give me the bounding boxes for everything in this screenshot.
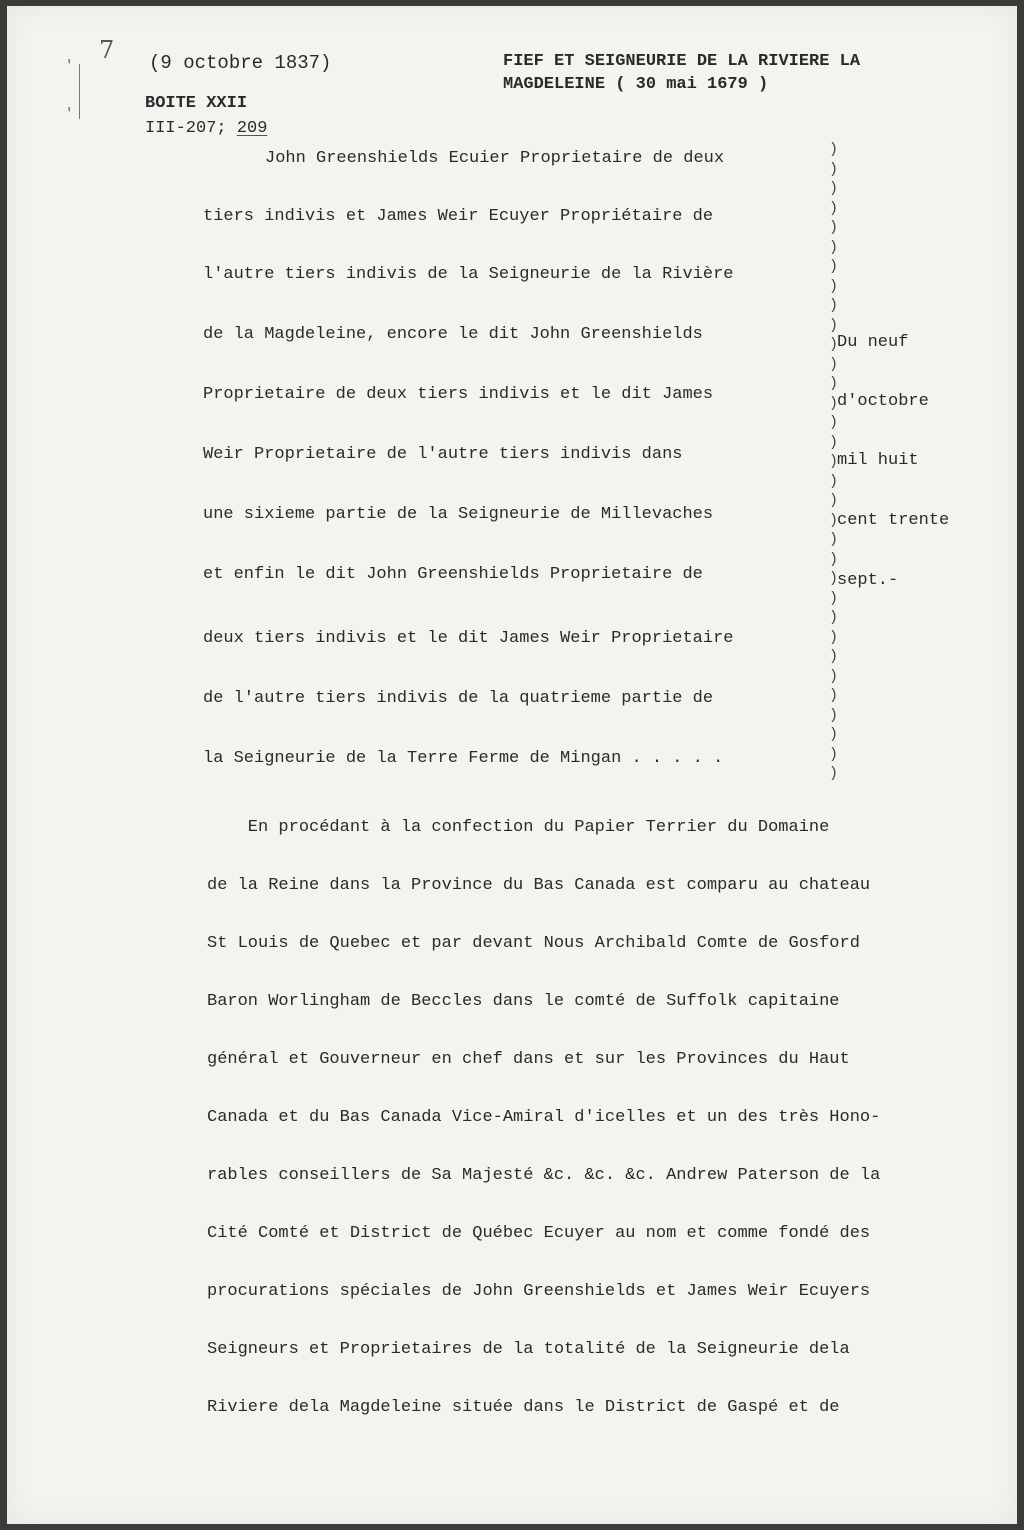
- margin-note-line: cent trente: [837, 511, 950, 530]
- margin-note-line: Du neuf: [837, 333, 909, 352]
- margin-note-line: sept.-: [837, 571, 899, 590]
- text-line: Canada et du Bas Canada Vice-Amiral d'icelles et un des très Hono-: [207, 1108, 881, 1127]
- bracket-mark: ): [829, 355, 839, 373]
- text-line: rables conseillers de Sa Majesté &c. &c. &c. Andrew Paterson de la: [207, 1166, 881, 1185]
- margin-mark: ': [65, 106, 74, 122]
- margin-line: [79, 64, 80, 119]
- text-line: deux tiers indivis et le dit James Weir Proprietaire: [203, 629, 734, 648]
- page-number: 7: [99, 36, 115, 64]
- bracket-mark: ): [829, 219, 839, 236]
- bracket-mark: ): [829, 726, 839, 743]
- bracket-mark: ): [829, 589, 839, 607]
- title-line: FIEF ET SEIGNEURIE DE LA RIVIERE LA: [503, 52, 861, 71]
- text-line: et enfin le dit John Greenshields Proprietaire de: [203, 565, 703, 584]
- bracket-mark: ): [829, 336, 839, 353]
- bracket-mark: ): [829, 414, 839, 431]
- reference-underlined: 209: [236, 119, 268, 138]
- text-line: Cité Comté et District de Québec Ecuyer au nom et comme fondé des: [207, 1224, 871, 1243]
- bracket-mark: ): [829, 433, 839, 451]
- document-title: [503, 50, 860, 96]
- bracket-mark: ): [829, 648, 839, 665]
- text-line: Seigneurs et Proprietaires de la totalité de la Seigneurie dela: [207, 1340, 850, 1359]
- text-line: Riviere dela Magdeleine située dans le District de Gaspé et de: [207, 1398, 840, 1417]
- bracket-mark: ): [829, 492, 839, 509]
- bracket-mark: ): [829, 667, 839, 685]
- text-line: St Louis de Quebec et par devant Nous Archibald Comte de Gosford: [207, 934, 860, 953]
- text-line: général et Gouverneur en chef dans et sur les Provinces du Haut: [207, 1050, 850, 1069]
- bracket-mark: ): [829, 453, 839, 470]
- bracket-mark: ): [829, 316, 839, 334]
- text-line: Proprietaire de deux tiers indivis et le dit James: [203, 385, 714, 404]
- text-line: tiers indivis et James Weir Ecuyer Propriétaire de: [203, 207, 714, 226]
- bracket-mark: ): [829, 472, 839, 490]
- reference-number: [145, 118, 267, 140]
- text-line: de la Magdeleine, encore le dit John Greenshields: [203, 325, 703, 344]
- margin-note-line: mil huit: [837, 451, 919, 470]
- text-line: En procédant à la confection du Papier Terrier du Domaine: [207, 818, 830, 837]
- bracket-mark: ): [829, 609, 839, 626]
- bracket-mark: ): [829, 687, 839, 704]
- text-line: l'autre tiers indivis de la Seigneurie de la Rivière: [203, 265, 734, 284]
- bracket-mark: ): [829, 550, 839, 568]
- bracket-mark: ): [829, 199, 839, 217]
- bracket-mark: ): [829, 765, 839, 782]
- box-label: BOITE XXII: [145, 94, 248, 113]
- text-line: de la Reine dans la Province du Bas Canada est comparu au chateau: [207, 876, 871, 895]
- bracket-mark: ): [829, 706, 839, 724]
- bracket-mark: ): [829, 258, 839, 275]
- bracket-mark: ): [829, 570, 839, 587]
- text-line: une sixieme partie de la Seigneurie de Millevaches: [203, 505, 714, 524]
- text-line: Baron Worlingham de Beccles dans le comté de Suffolk capitaine: [207, 992, 840, 1011]
- bracket-mark: ): [829, 160, 839, 178]
- bracket-mark: ): [829, 297, 839, 314]
- bracket-mark: ): [829, 628, 839, 646]
- text-line: la Seigneurie de la Terre Ferme de Mingan . . . . .: [203, 749, 724, 768]
- text-line: Weir Proprietaire de l'autre tiers indivis dans: [203, 445, 683, 464]
- bracket-mark: ): [829, 277, 839, 295]
- reference-prefix: III-207;: [145, 119, 237, 138]
- bracket-mark: ): [829, 511, 839, 529]
- bracket-mark: ): [829, 394, 839, 412]
- text-line: procurations spéciales de John Greenshields et James Weir Ecuyers: [207, 1282, 871, 1301]
- bracket-mark: ): [829, 375, 839, 392]
- document-date: (9 octobre 1837): [149, 52, 332, 74]
- title-line: MAGDELEINE ( 30 mai 1679 ): [503, 75, 769, 94]
- margin-mark: ': [65, 58, 74, 74]
- bracket-mark: ): [829, 180, 839, 197]
- text-line: John Greenshields Ecuier Proprietaire de deux: [265, 149, 725, 168]
- text-line: de l'autre tiers indivis de la quatrieme partie de: [203, 689, 714, 708]
- bracket-mark: ): [829, 745, 839, 763]
- bracket-mark: ): [829, 141, 839, 158]
- document-page: [7, 6, 1017, 1524]
- bracket-mark: ): [829, 531, 839, 548]
- margin-note-line: d'octobre: [837, 392, 929, 411]
- bracket-mark: ): [829, 238, 839, 256]
